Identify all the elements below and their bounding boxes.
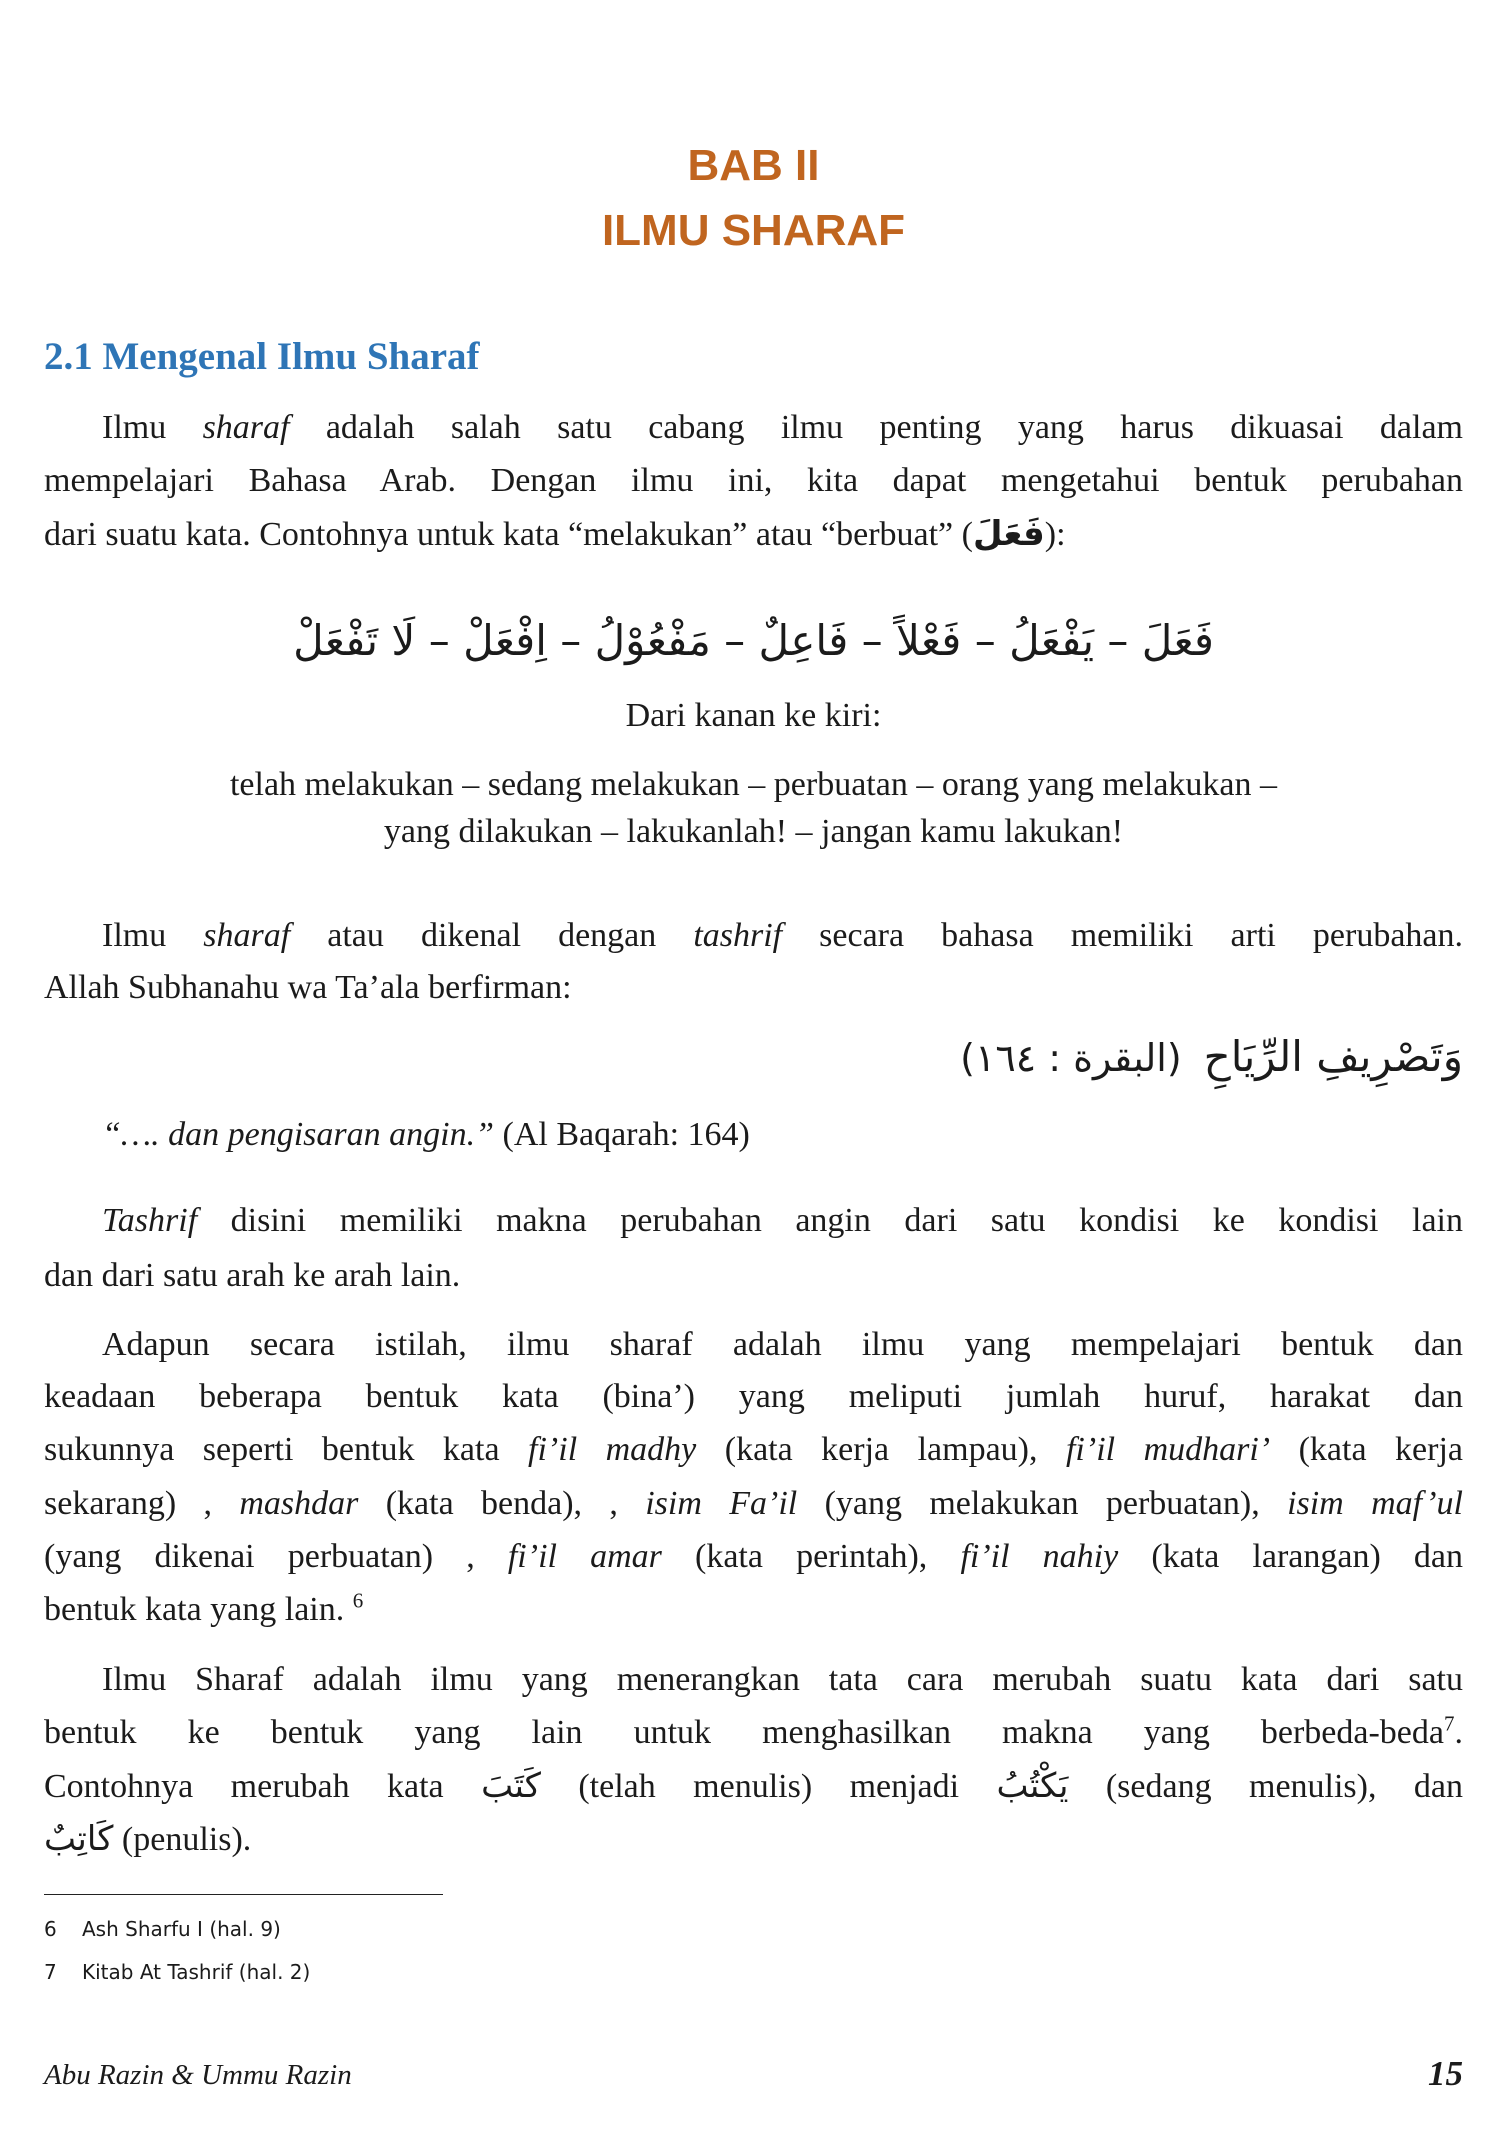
italic-term: fi’il nahiy bbox=[960, 1538, 1119, 1575]
tashrif-meaning-line-1: telah melakukan – sedang melakukan – perbuatan – orang yang melakukan – bbox=[229, 766, 1278, 803]
paragraph-5-line-4 bbox=[44, 1813, 1463, 1865]
footnote-number: 6 bbox=[44, 1917, 57, 1941]
footnote-reference-7[interactable]: 7 bbox=[1444, 1711, 1455, 1736]
footnote-7 bbox=[44, 1957, 310, 1987]
paragraph-5-line-1 bbox=[102, 1654, 1463, 1706]
italic-term: isim maf’ul bbox=[1287, 1485, 1463, 1522]
italic-term: isim Fa’il bbox=[645, 1485, 798, 1522]
paragraph-4-line-3 bbox=[44, 1424, 1463, 1476]
italic-term: tashrif bbox=[693, 917, 783, 954]
paragraph-5-line-2 bbox=[44, 1707, 1463, 1759]
paragraph-4-line-1 bbox=[102, 1319, 1463, 1371]
text-run: (kata benda), , bbox=[358, 1485, 646, 1522]
verse-arabic-text: وَتَصْرِيفِ الرِّيَاحِ bbox=[1203, 1032, 1463, 1081]
text-run: disini memiliki makna perubahan angin dari satu kondisi ke kondisi lain bbox=[197, 1202, 1463, 1239]
footnote-text: Ash Sharfu I (hal. 9) bbox=[82, 1917, 281, 1941]
italic-term: fi’il madhy bbox=[528, 1431, 697, 1468]
italic-term: mashdar bbox=[239, 1485, 359, 1522]
paragraph-2-line-2 bbox=[44, 962, 1463, 1014]
paragraph-2-line-1 bbox=[102, 910, 1463, 962]
text-run: dan dari satu arah ke arah lain. bbox=[44, 1257, 461, 1294]
italic-term: sharaf bbox=[203, 917, 291, 954]
text-run: Ilmu bbox=[102, 917, 204, 954]
quran-verse bbox=[44, 1020, 1463, 1094]
text-run: (kata kerja bbox=[1270, 1431, 1463, 1468]
text-run: (penulis). bbox=[113, 1821, 252, 1858]
paragraph-1-line-2 bbox=[44, 455, 1463, 507]
text-run: . bbox=[1454, 1714, 1463, 1751]
footnote-number: 7 bbox=[44, 1960, 57, 1984]
text-run: bentuk ke bentuk yang lain untuk menghasilkan makna yang berbeda-beda bbox=[44, 1714, 1444, 1751]
translation-reference: (Al Baqarah: 164) bbox=[494, 1116, 750, 1153]
text-run: Contohnya merubah kata bbox=[44, 1768, 482, 1805]
text-run: bentuk kata yang lain. bbox=[44, 1591, 353, 1628]
text-run: keadaan beberapa bentuk kata (bina’) yang meliputi jumlah huruf, harakat dan bbox=[44, 1378, 1463, 1415]
paragraph-3-line-2 bbox=[44, 1250, 1463, 1302]
text-run: sukunnya seperti bentuk kata bbox=[44, 1431, 529, 1468]
italic-term: sharaf bbox=[202, 409, 290, 446]
text-run: atau dikenal dengan bbox=[290, 917, 694, 954]
text-run: ): bbox=[1044, 516, 1066, 553]
verse-arabic-reference: (البقرة : ١٦٤) bbox=[960, 1036, 1182, 1080]
footnote-6 bbox=[44, 1914, 281, 1944]
section-heading: 2.1 Mengenal Ilmu Sharaf bbox=[44, 335, 480, 378]
paragraph-4-line-2 bbox=[44, 1371, 1463, 1423]
arabic-word: فَعَلَ bbox=[972, 514, 1045, 554]
paragraph-4-line-5 bbox=[44, 1531, 1463, 1583]
italic-term: fi’il mudhari’ bbox=[1065, 1431, 1271, 1468]
text-run: (yang melakukan perbuatan), bbox=[797, 1485, 1288, 1522]
paragraph-5-line-3 bbox=[44, 1760, 1463, 1812]
paragraph-1-line-3 bbox=[44, 508, 1463, 560]
footer-authors: Abu Razin & Ummu Razin bbox=[44, 2059, 352, 2091]
text-run: Ilmu Sharaf adalah ilmu yang menerangkan tata cara merubah suatu kata dari satu bbox=[102, 1661, 1463, 1698]
paragraph-4-line-6 bbox=[44, 1584, 1463, 1636]
tashrif-caption: Dari kanan ke kiri: bbox=[625, 697, 882, 734]
translation-quote: “…. dan pengisaran angin.” bbox=[102, 1116, 494, 1153]
verse-translation bbox=[102, 1109, 1463, 1161]
arabic-word: كَاتِبٌ bbox=[44, 1819, 114, 1859]
text-run: secara bahasa memiliki arti perubahan. bbox=[782, 917, 1463, 954]
text-run: Ilmu bbox=[102, 409, 203, 446]
tashrif-arabic-line: فَعَلَ – يَفْعَلُ – فَعْلاً – فَاعِلٌ – مَفْعُوْلُ – اِفْعَلْ – لَا تَفْعَلْ bbox=[293, 616, 1214, 665]
paragraph-3-line-1 bbox=[102, 1195, 1463, 1247]
paragraph-1-line-1 bbox=[102, 402, 1463, 454]
arabic-word: كَتَبَ bbox=[481, 1766, 541, 1806]
arabic-word: يَكْتُبُ bbox=[996, 1766, 1069, 1806]
text-run: adalah salah satu cabang ilmu penting yang harus dikuasai dalam bbox=[289, 409, 1463, 446]
text-run: mempelajari Bahasa Arab. Dengan ilmu ini, kita dapat mengetahui bentuk perubahan bbox=[44, 462, 1463, 499]
page-number: 15 bbox=[1428, 2054, 1463, 2093]
text-run: (yang dikenai perbuatan) , bbox=[44, 1538, 508, 1575]
italic-term: fi’il amar bbox=[507, 1538, 662, 1575]
footnote-reference-6[interactable]: 6 bbox=[352, 1588, 364, 1613]
chapter-number: BAB II bbox=[687, 141, 820, 190]
text-run: sekarang) , bbox=[44, 1485, 240, 1522]
paragraph-4-line-4 bbox=[44, 1478, 1463, 1530]
text-run: dari suatu kata. Contohnya untuk kata “melakukan” atau “berbuat” ( bbox=[44, 516, 973, 553]
italic-term: Tashrif bbox=[102, 1202, 198, 1239]
text-run: Allah Subhanahu wa Ta’ala berfirman: bbox=[44, 969, 572, 1006]
footnote-text: Kitab At Tashrif (hal. 2) bbox=[82, 1960, 311, 1984]
text-run: (kata perintah), bbox=[661, 1538, 961, 1575]
text-run: (kata larangan) dan bbox=[1118, 1538, 1463, 1575]
text-run: Adapun secara istilah, ilmu sharaf adalah ilmu yang mempelajari bentuk dan bbox=[102, 1326, 1463, 1363]
text-run: (telah menulis) menjadi bbox=[540, 1768, 997, 1805]
text-run: (sedang menulis), dan bbox=[1068, 1768, 1464, 1805]
tashrif-meaning-line-2: yang dilakukan – lakukanlah! – jangan kamu lakukan! bbox=[383, 813, 1124, 850]
chapter-title: ILMU SHARAF bbox=[601, 206, 906, 255]
footnote-separator bbox=[44, 1894, 443, 1895]
text-run: (kata kerja lampau), bbox=[696, 1431, 1066, 1468]
